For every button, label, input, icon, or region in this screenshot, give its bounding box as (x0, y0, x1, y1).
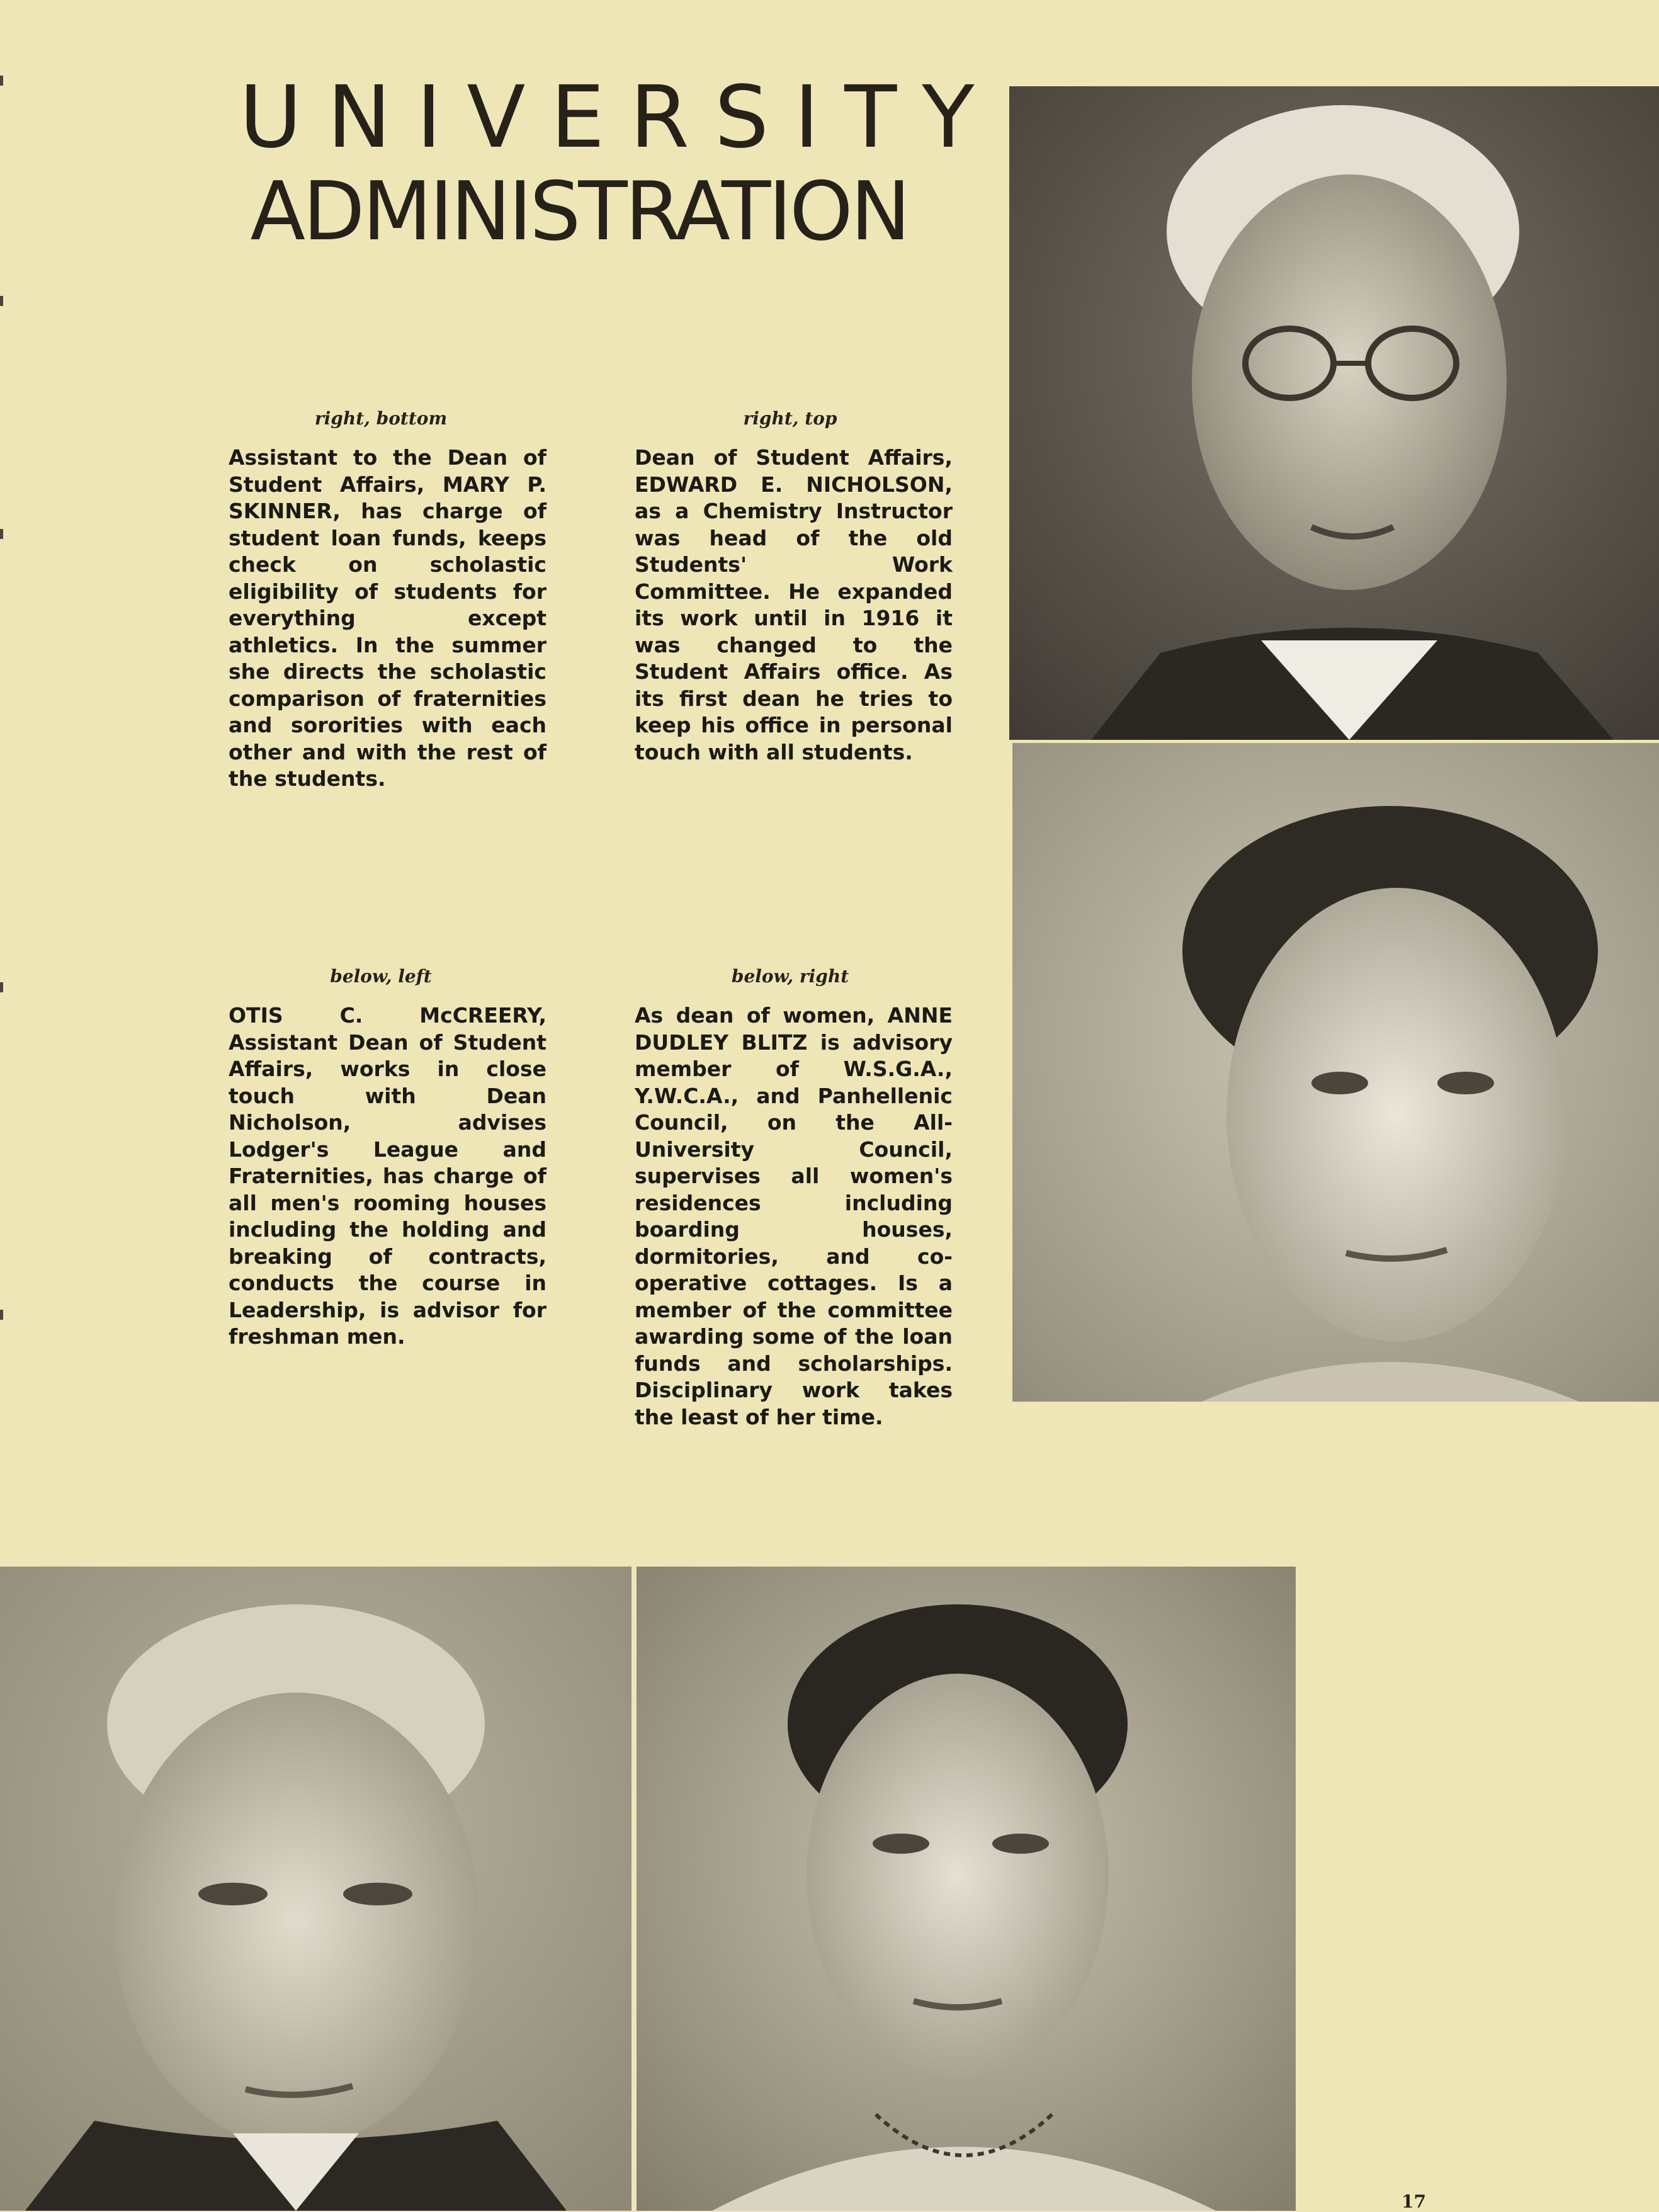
margin-mark (0, 296, 3, 306)
page-title-line-2: ADMINISTRATION (250, 165, 909, 259)
margin-mark (0, 529, 3, 539)
portrait-photo-blitz (637, 1567, 1296, 2211)
margin-mark (0, 982, 3, 992)
caption-text-blitz: As dean of women, ANNE DUDLEY BLITZ is advisory member of W.S.G.A., Y.W.C.A., and Panhellenic Council, on the All-University Council, supervises all women's residences including boarding houses, dormitories, and co-operative cottages. Is a member of the committee awarding some of the loan funds and scholarships. Disciplinary work takes the least of her time. (635, 1003, 953, 1429)
portrait-photo-mccreery (0, 1567, 631, 2211)
caption-heading-skinner: right, bottom (314, 408, 448, 429)
margin-mark (0, 76, 3, 86)
caption-heading-blitz: below, right (731, 966, 849, 987)
caption-text-mccreery: OTIS C. McCREERY, Assistant Dean of Student Affairs, works in close touch with Dean Nicholson, advises Lodger's League and Fraternities, has charge of all men's rooming houses including the holding and breaking of contracts, conducts the course in Leadership, is advisor for freshman men. (229, 1003, 546, 1349)
margin-mark (0, 1310, 3, 1320)
caption-text-skinner: Assistant to the Dean of Student Affairs, MARY P. SKINNER, has charge of student loan funds, keeps check on scholastic eligibility of students for everything except athletics. In the summer she directs the scholastic comparison of fraternities and sororities with each other and with the rest of the students. (229, 445, 546, 791)
page-number: 17 (1401, 2191, 1426, 2212)
portrait-photo-nicholson (1009, 86, 1659, 740)
portrait-photo-skinner (1012, 743, 1659, 1402)
caption-heading-nicholson: right, top (743, 408, 837, 429)
caption-heading-mccreery: below, left (330, 966, 432, 987)
page-title-line-1: UNIVERSITY (239, 68, 1000, 167)
caption-text-nicholson: Dean of Student Affairs, EDWARD E. NICHOLSON, as a Chemistry Instructor was head of the old Students' Work Committee. He expanded its work until in 1916 it was changed to the Student Affairs office. As its first dean he tries to keep his office in personal touch with all students. (635, 445, 953, 764)
